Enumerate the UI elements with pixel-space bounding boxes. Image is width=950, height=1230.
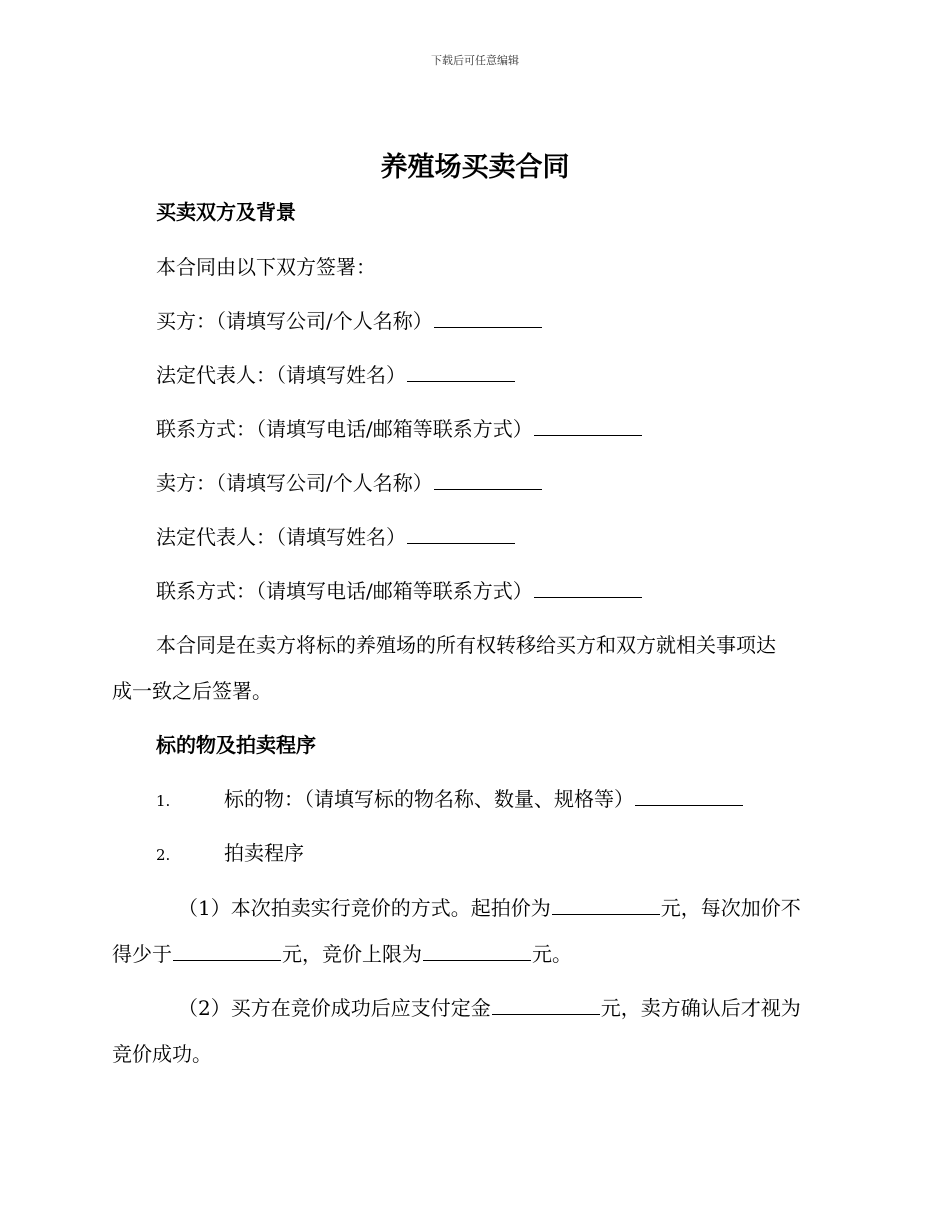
seller-rep-label: 法定代表人：（请填写姓名） (156, 525, 406, 549)
seller-contact-blank[interactable] (534, 577, 642, 598)
min-increment-blank[interactable] (173, 940, 281, 961)
price-cap-blank[interactable] (423, 940, 531, 961)
rule-1-part-a: （1）本次拍卖实行竞价的方式。起拍价为 (178, 896, 551, 920)
background-line-2: 成一致之后签署。 (112, 679, 272, 703)
seller-name-blank[interactable] (434, 469, 542, 490)
item-2-line (0, 839, 950, 869)
rule-2-part-a: （2）买方在竞价成功后应支付定金 (178, 996, 491, 1020)
rule-1-line-2 (0, 940, 950, 968)
buyer-line (0, 307, 950, 335)
rule-2-line-2: 竞价成功。 (112, 1042, 212, 1066)
buyer-label: 买方：（请填写公司/个人名称） (156, 309, 433, 333)
seller-rep-blank[interactable] (407, 523, 515, 544)
item-1-number: 1. (156, 792, 171, 810)
rule-1-part-e: 元。 (532, 942, 572, 966)
rule-2-line-1 (0, 994, 950, 1022)
contract-title: 养殖场买卖合同 (380, 152, 570, 183)
section-heading-parties: 买卖双方及背景 (156, 200, 296, 224)
background-line-1: 本合同是在卖方将标的养殖场的所有权转移给买方和双方就相关事项达 (156, 633, 776, 657)
rule-1-part-d: 元，竞价上限为 (282, 942, 422, 966)
seller-label: 卖方：（请填写公司/个人名称） (156, 471, 433, 495)
item-1-text: 标的物：（请填写标的物名称、数量、规格等） (224, 787, 634, 811)
rule-2-part-b: 元，卖方确认后才视为 (600, 996, 801, 1020)
seller-contact-label: 联系方式：（请填写电话/邮箱等联系方式） (156, 579, 533, 603)
buyer-rep-line (0, 361, 950, 389)
item-2-number: 2. (156, 846, 171, 864)
seller-line (0, 469, 950, 497)
item-2-text: 拍卖程序 (224, 841, 304, 865)
deposit-blank[interactable] (492, 994, 600, 1015)
intro-text: 本合同由以下双方签署： (156, 255, 376, 279)
buyer-contact-label: 联系方式：（请填写电话/邮箱等联系方式） (156, 417, 533, 441)
item-1-line (0, 785, 950, 815)
buyer-contact-line (0, 415, 950, 443)
start-price-blank[interactable] (552, 894, 660, 915)
buyer-rep-label: 法定代表人：（请填写姓名） (156, 363, 406, 387)
seller-contact-line (0, 577, 950, 605)
rule-1-part-c: 得少于 (112, 942, 172, 966)
header-note: 下载后可任意编辑 (431, 54, 519, 67)
buyer-rep-blank[interactable] (407, 361, 515, 382)
rule-1-line-1 (0, 894, 950, 922)
buyer-contact-blank[interactable] (534, 415, 642, 436)
seller-rep-line (0, 523, 950, 551)
rule-1-part-b: 元，每次加价不 (660, 896, 801, 920)
subject-blank[interactable] (635, 785, 743, 806)
buyer-name-blank[interactable] (434, 307, 542, 328)
section-heading-subject: 标的物及拍卖程序 (156, 733, 316, 757)
